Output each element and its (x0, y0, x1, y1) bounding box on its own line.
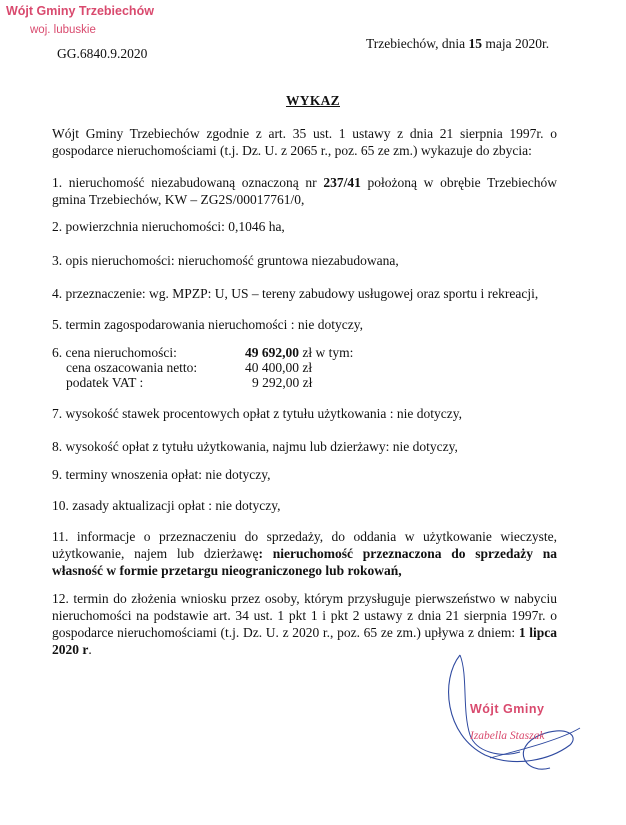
item-4: 4. przeznaczenie: wg. MPZP: U, US – tereny zabudowy usługowej oraz sportu i rekreacji, (52, 286, 539, 301)
item-1-pre: 1. nieruchomość niezabudowaną oznaczoną nr (52, 175, 324, 190)
office-stamp-region: woj. lubuskie (30, 24, 96, 36)
item-11 (52, 528, 557, 579)
item-6-total-price: 49 692,00 (245, 345, 299, 360)
item-1-parcel-number: 237/41 (323, 175, 361, 190)
item-10: 10. zasady aktualizacji opłat : nie dotyczy, (52, 498, 281, 513)
item-11-bold: : nieruchomość przeznaczona do sprzedaży na własność w formie przetargu nieograniczonego lub rokowań, (52, 546, 558, 578)
item-7: 7. wysokość stawek procentowych opłat z tytułu użytkowania : nie dotyczy, (52, 406, 463, 421)
place-date-suffix: maja 2020r. (481, 36, 550, 51)
item-1-post: położoną w obrębie Trzebiechów gmina Trzebiechów, KW – ZG2S/00017761/0, (52, 175, 557, 207)
document-title: WYKAZ (285, 93, 340, 108)
item-6-total-suffix: zł w tym: (299, 345, 354, 360)
item-12-pre: 12. termin do złożenia wniosku przez osoby, którym przysługuje pierwszeństwo w nabyciu nieruchomości na podstawie art. 34 ust. 1 pkt 1 i pkt 2 ustawy z dnia 21 sierpnia 1997r. o gospodarce nieruchomościami (t.j. Dz. U. z 2020 r., poz. 65 ze zm.) upływa z dniem: (52, 591, 557, 640)
item-6-net-label: cena oszacowania netto: (66, 360, 198, 375)
item-5: 5. termin zagospodarowania nieruchomości : nie dotyczy, (52, 317, 364, 332)
reference-number: GG.6840.9.2020 (57, 46, 148, 61)
signature-stamp-name: Izabella Staszak (470, 730, 545, 742)
item-6-label: 6. cena nieruchomości: (52, 345, 177, 360)
item-8: 8. wysokość opłat z tytułu użytkowania, najmu lub dzierżawy: nie dotyczy, (52, 439, 458, 454)
place-date (366, 36, 549, 52)
place-date-prefix: Trzebiechów, dnia (366, 36, 469, 51)
item-3: 3. opis nieruchomości: nieruchomość gruntowa niezabudowana, (52, 253, 399, 268)
item-9: 9. terminy wnoszenia opłat: nie dotyczy, (52, 467, 271, 482)
item-1 (52, 174, 557, 208)
item-6-net-value: 40 400,00 zł (245, 360, 313, 375)
place-date-day: 15 (468, 36, 482, 51)
item-6-vat-label: podatek VAT : (66, 375, 144, 390)
item-2: 2. powierzchnia nieruchomości: 0,1046 ha, (52, 219, 285, 234)
item-6-value (245, 345, 353, 361)
item-12-post: . (88, 642, 92, 657)
office-stamp-title: Wójt Gminy Trzebiechów (6, 4, 154, 18)
item-12-deadline: 1 lipca 2020 r (52, 625, 557, 657)
intro-paragraph: Wójt Gminy Trzebiechów zgodnie z art. 35 ust. 1 ustawy z dnia 21 sierpnia 1997r. o gospodarce nieruchomościami (t.j. Dz. U. z 2065 r., poz. 65 ze zm.) wykazuje do zbycia: (52, 126, 557, 158)
item-11-pre: 11. informacje o przeznaczeniu do sprzedaży, do oddania w użytkowanie wieczyste, użytkowanie, najem lub dzierżawę (52, 529, 557, 561)
item-6-vat-value: 9 292,00 zł (252, 375, 313, 390)
signature-stamp-title: Wójt Gminy (470, 702, 545, 716)
